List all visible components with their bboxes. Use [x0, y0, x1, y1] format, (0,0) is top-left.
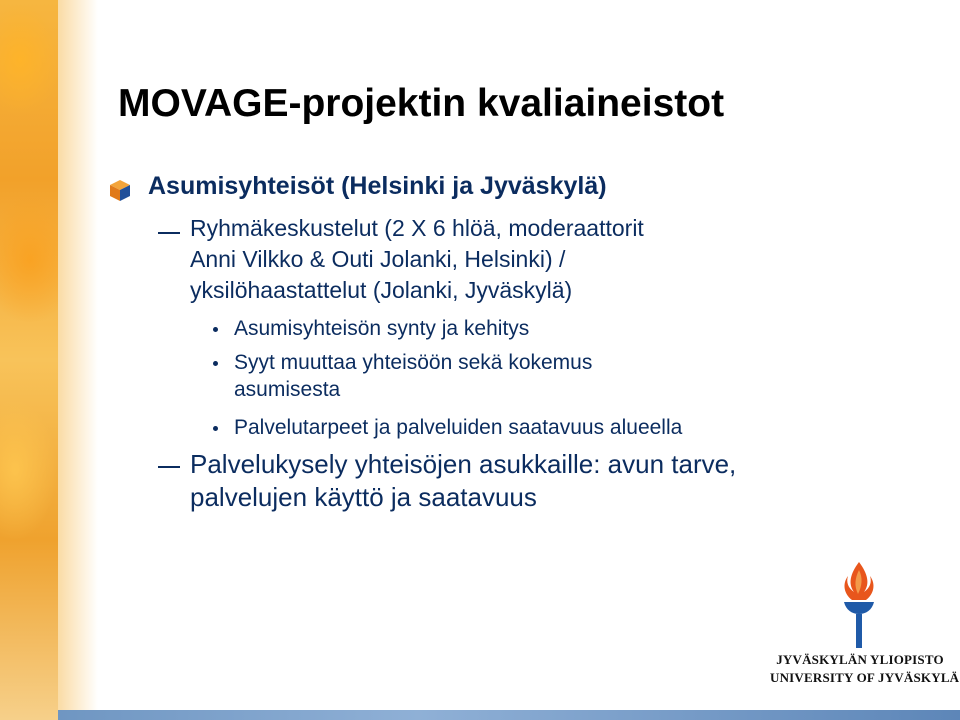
sub-list-item-line: Syyt muuttaa yhteisöön sekä kokemus: [234, 351, 593, 374]
torch-flame-icon: [836, 560, 882, 652]
section-heading: Asumisyhteisöt (Helsinki ja Jyväskylä): [148, 172, 607, 200]
decorative-bottom-strip: [58, 710, 960, 720]
university-name-fi: JYVÄSKYLÄN YLIOPISTO: [776, 652, 944, 667]
dash-bullet: [158, 466, 180, 468]
list-item: [190, 213, 644, 306]
sub-list-item-line: asumisesta: [234, 378, 341, 401]
list-item-line: Palvelukysely yhteisöjen asukkaille: avun tarve,: [190, 449, 737, 479]
dot-bullet: [213, 426, 218, 431]
decorative-left-strip: [0, 0, 58, 720]
list-item-line: Ryhmäkeskustelut (2 X 6 hlöä, moderaattorit: [190, 215, 644, 241]
list-item-line: yksilöhaastattelut (Jolanki, Jyväskylä): [190, 277, 573, 303]
list-item-line: palvelujen käyttö ja saatavuus: [190, 482, 537, 512]
sub-list-item-line: Asumisyhteisön synty ja kehitys: [234, 317, 530, 340]
university-name-en: UNIVERSITY OF JYVÄSKYLÄ: [770, 670, 960, 685]
dash-bullet: [158, 232, 180, 234]
sub-list-item-line: Palvelutarpeet ja palveluiden saatavuus alueella: [234, 416, 683, 439]
list-item: [190, 448, 736, 514]
sub-list-item: [234, 414, 682, 441]
dot-bullet: [213, 361, 218, 366]
sub-list-item: [234, 349, 592, 403]
slide-title: MOVAGE-projektin kvaliaineistot: [118, 82, 725, 125]
dot-bullet: [213, 327, 218, 332]
list-item-line: Anni Vilkko & Outi Jolanki, Helsinki) /: [190, 246, 566, 272]
cube-icon: [108, 178, 132, 202]
sub-list-item: [234, 315, 529, 342]
